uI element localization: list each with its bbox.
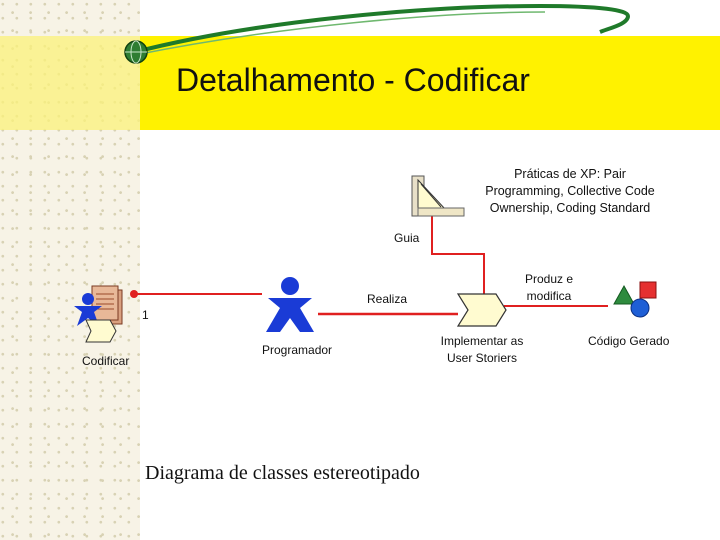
guidance-line-1: Práticas de XP: Pair — [514, 167, 626, 181]
task-line-1: Implementar as — [440, 334, 524, 348]
discipline-icon — [74, 286, 122, 342]
multiplicity-label: 1 — [142, 308, 149, 322]
role-label: Programador — [262, 343, 333, 357]
produz-label — [514, 271, 584, 305]
connector-endpoint — [130, 290, 138, 298]
produz-line-2: modifica — [526, 289, 572, 303]
role-actor-icon — [266, 277, 314, 332]
slide-caption: Diagrama de classes estereotipado — [145, 462, 420, 484]
discipline-label: Codificar — [82, 354, 130, 368]
realiza-label: Realiza — [367, 292, 408, 306]
artifact-label: Código Gerado — [588, 334, 670, 348]
guidance-note — [470, 166, 670, 217]
guidance-line-3: Ownership, Coding Standard — [489, 201, 651, 215]
task-line-2: User Storiers — [446, 351, 517, 365]
guia-label: Guia — [394, 231, 420, 245]
slide-title: Detalhamento - Codificar — [176, 62, 530, 98]
xp-practice-icon — [412, 176, 464, 216]
artifact-icon — [614, 282, 656, 317]
task-icon — [458, 294, 506, 326]
guidance-line-2: Programming, Collective Code — [485, 184, 655, 198]
connector-guia — [432, 212, 484, 298]
task-label — [426, 333, 538, 367]
produz-line-1: Produz e — [524, 272, 574, 286]
